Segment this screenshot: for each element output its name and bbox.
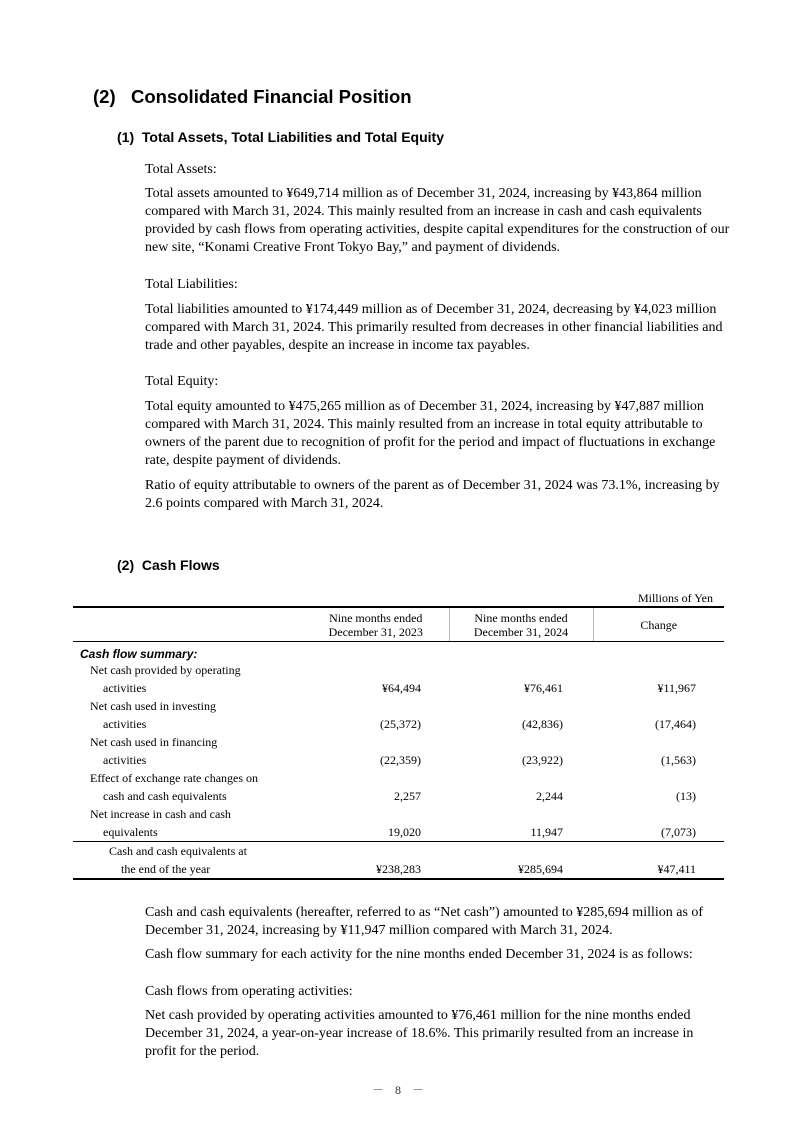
value-2023: ¥238,283: [303, 860, 449, 879]
table-row-total: [73, 842, 724, 861]
equity-ratio-paragraph: Ratio of equity attributable to owners of the parent as of December 31, 2024 was 73.1%, increasing by 2.6 points compared with March 31, 2024.: [145, 478, 720, 511]
row-label: Net cash provided by operating: [90, 662, 241, 677]
value-change: (7,073): [661, 824, 696, 839]
total-assets-paragraph: Total assets amounted to ¥649,714 million as of December 31, 2024, increasing by ¥43,864 million compared with March 31, 2024. This mainly resulted from an increase in cash and cash equivalents provided by cash flows from operating activities, despite capital expenditures for the construction of our new site, “Konami Creative Front Tokyo Bay,” and payment of dividends.: [145, 186, 730, 255]
table-unit-label: Millions of Yen: [637, 591, 713, 605]
table-row: [73, 697, 724, 715]
section-heading: [93, 86, 412, 108]
table-row: [73, 733, 724, 751]
row-label-cont: activities: [103, 680, 147, 695]
value-2023: (22,359): [380, 752, 421, 767]
row-label-cont: the end of the year: [73, 860, 303, 879]
total-liabilities-label: Total Liabilities:: [145, 277, 238, 292]
row-label-cont: activities: [103, 716, 147, 731]
net-cash-paragraph: Cash and cash equivalents (hereafter, referred to as “Net cash”) amounted to ¥285,694 million as of December 31, 2024, increasing by ¥11,947 million compared with March 31, 2024.: [145, 905, 704, 938]
value-2024: ¥76,461: [524, 680, 563, 695]
total-equity-paragraph: Total equity amounted to ¥475,265 million as of December 31, 2024, increasing by ¥47,887 million compared with March 31, 2024. This mainly resulted from an increase in total equity attributable to owners of the parent due to recognition of profit for the period and impact of fluctuations in exchange rate, despite payment of dividends.: [145, 399, 716, 468]
row-label-cont: activities: [103, 752, 147, 767]
table-row: [73, 679, 724, 697]
table-row: [73, 661, 724, 679]
value-change: ¥11,967: [657, 680, 696, 695]
section-title: Consolidated Financial Position: [131, 86, 412, 107]
table-row: [73, 715, 724, 733]
table-row: [73, 805, 724, 823]
subsection-heading-assets: [117, 129, 444, 145]
section-label: Cash flow summary:: [80, 647, 198, 661]
row-label: Net increase in cash and cash: [90, 806, 231, 821]
row-label: Effect of exchange rate changes on: [90, 770, 259, 785]
value-2023: 19,020: [388, 824, 421, 839]
row-label: Cash and cash equivalents at: [73, 842, 303, 861]
operating-activities-label: Cash flows from operating activities:: [145, 984, 353, 999]
subsection-heading-cash-flows: [117, 557, 220, 573]
row-label: Net cash used in investing: [90, 698, 216, 713]
row-label-cont: equivalents: [103, 824, 158, 839]
cash-flow-table: [73, 606, 724, 880]
value-change: ¥47,411: [593, 860, 724, 879]
value-2023: 2,257: [394, 788, 421, 803]
row-label: Net cash used in financing: [90, 734, 218, 749]
value-2023: (25,372): [380, 716, 421, 731]
table-header-row: [73, 607, 724, 642]
value-change: (17,464): [655, 716, 696, 731]
section-number: (2): [93, 86, 116, 107]
value-change: (13): [676, 788, 696, 803]
section-row: [73, 642, 724, 662]
value-change: (1,563): [661, 752, 696, 767]
total-assets-label: Total Assets:: [145, 162, 217, 177]
table-row: [73, 769, 724, 787]
subsection-title: Total Assets, Total Liabilities and Total Equity: [141, 129, 444, 145]
subsection-number: (2): [117, 557, 135, 573]
total-equity-label: Total Equity:: [145, 374, 219, 389]
subsection-number: (1): [117, 129, 135, 145]
header-2024: Nine months ended December 31, 2024: [449, 607, 593, 642]
value-2024: 11,947: [530, 824, 563, 839]
page-number: － 8 －: [371, 1083, 428, 1097]
subsection-title: Cash Flows: [141, 557, 220, 573]
value-2024: ¥285,694: [449, 860, 593, 879]
header-2023: Nine months ended December 31, 2023: [303, 607, 449, 642]
value-2024: (42,836): [522, 716, 563, 731]
table-row-total: [73, 860, 724, 879]
cash-flow-summary-intro: Cash flow summary for each activity for the nine months ended December 31, 2024 is as follows:: [145, 947, 693, 962]
header-blank: [73, 607, 303, 642]
value-2024: 2,244: [536, 788, 563, 803]
table-row: [73, 823, 724, 842]
operating-activities-paragraph: Net cash provided by operating activities amounted to ¥76,461 million for the nine months ended December 31, 2024, a year-on-year increase of 18.6%. This primarily resulted from an increase in profit for the period.: [145, 1008, 694, 1059]
value-2023: ¥64,494: [382, 680, 421, 695]
total-liabilities-paragraph: Total liabilities amounted to ¥174,449 million as of December 31, 2024, decreasing by ¥4,023 million compared with March 31, 2024. This primarily resulted from decreases in other financial liabilities and trade and other payables, despite an increase in income tax payables.: [145, 302, 723, 353]
value-2024: (23,922): [522, 752, 563, 767]
header-change: Change: [593, 607, 724, 642]
table-row: [73, 787, 724, 805]
row-label-cont: cash and cash equivalents: [103, 788, 227, 803]
table-row: [73, 751, 724, 769]
